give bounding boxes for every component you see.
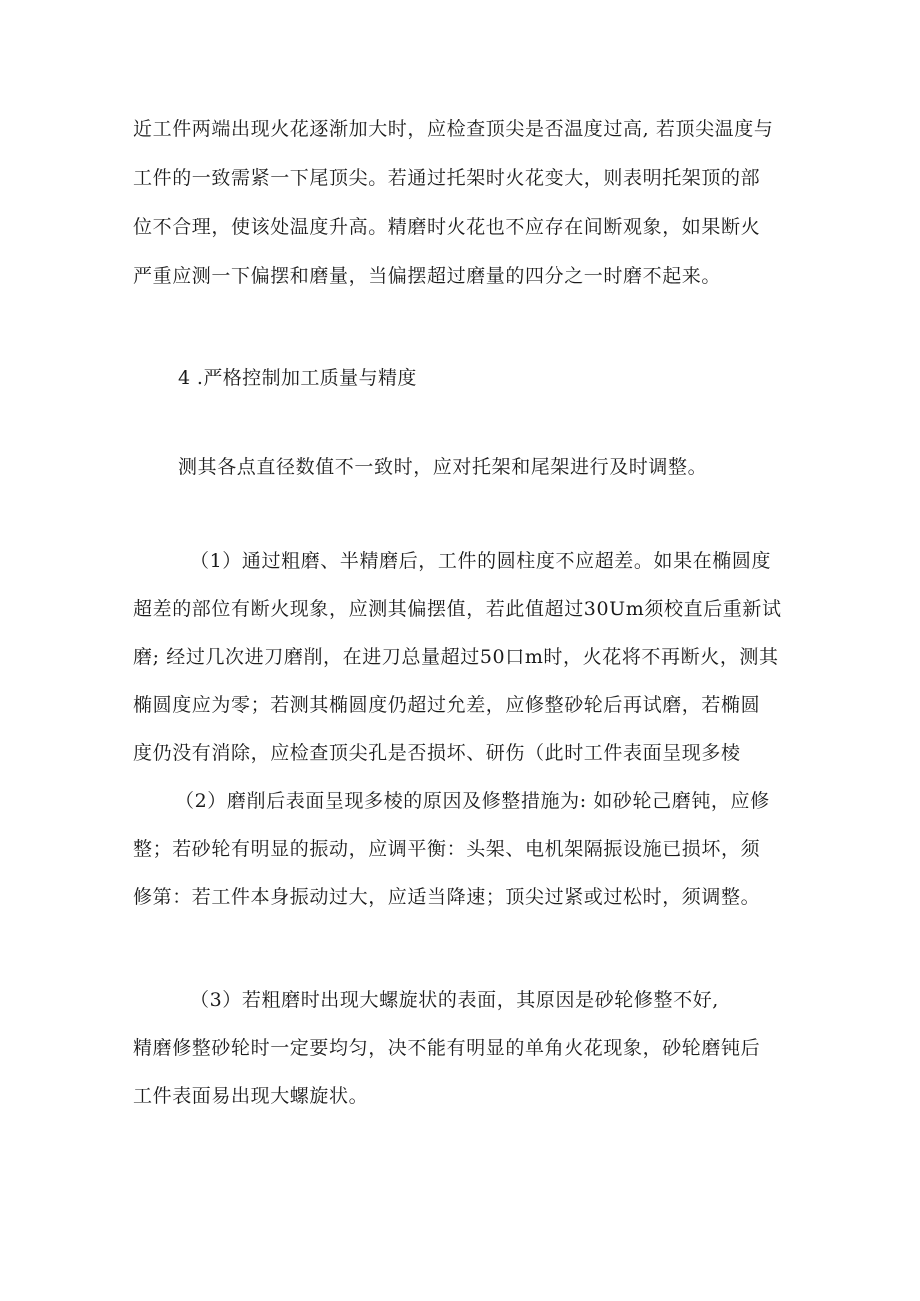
item1-line-4: 椭圆度应为零；若测其椭圆度仍超过允差，应修整砂轮后再试磨，若椭圆: [133, 694, 761, 716]
item1-line-1: （1）通过粗磨、半精磨后，工件的圆柱度不应超差。如果在椭圆度: [190, 550, 772, 572]
item1-line-5: 度仍没有消除，应检查顶尖孔是否损坏、研伤（此时工件表面呈现多棱: [133, 742, 741, 764]
item2-line-2: 整；若砂轮有明显的振动，应调平衡：头架、电机架隔振设施已损坏，须: [133, 838, 761, 860]
item3-line-3: 工件表面易出现大螺旋状。: [133, 1085, 369, 1107]
intro-line-4: 严重应测一下偏摆和磨量，当偏摆超过磨量的四分之一时磨不起来。: [133, 265, 722, 287]
intro-line-2: 工件的一致需紧一下尾顶尖。若通过托架时火花变大，则表明托架顶的部: [133, 167, 761, 189]
item3-line-1: （3）若粗磨时出现大螺旋状的表面，其原因是砂轮修整不好,: [190, 989, 719, 1011]
intro-line-1: 近工件两端出现火花逐渐加大时，应检查顶尖是否温度过高, 若顶尖温度与: [133, 118, 774, 140]
intro-line-3: 位不合理，使该处温度升高。精磨时火花也不应存在间断观象，如果断火: [133, 216, 761, 238]
item1-line-3: 磨; 经过几次进刀磨削，在进刀总量超过50口m时，火花将不再断火，测其: [133, 646, 779, 668]
measure-paragraph: 测其各点直径数值不一致时，应对托架和尾架进行及时调整。: [178, 456, 708, 478]
section-heading: 4 .严格控制加工质量与精度: [178, 367, 417, 389]
item2-line-1: （2）磨削后表面呈现多棱的原因及修整措施为: 如砂轮己磨钝，应修: [175, 790, 770, 812]
item3-line-2: 精磨修整砂轮时一定要均匀，决不能有明显的单角火花现象，砂轮磨钝后: [133, 1037, 761, 1059]
item2-line-3: 修第：若工件本身振动过大，应适当降速；顶尖过紧或过松时，须调整。: [133, 886, 761, 908]
item1-line-2: 超差的部位有断火现象，应测其偏摆值，若此值超过30Um须校直后重新试: [133, 598, 782, 620]
